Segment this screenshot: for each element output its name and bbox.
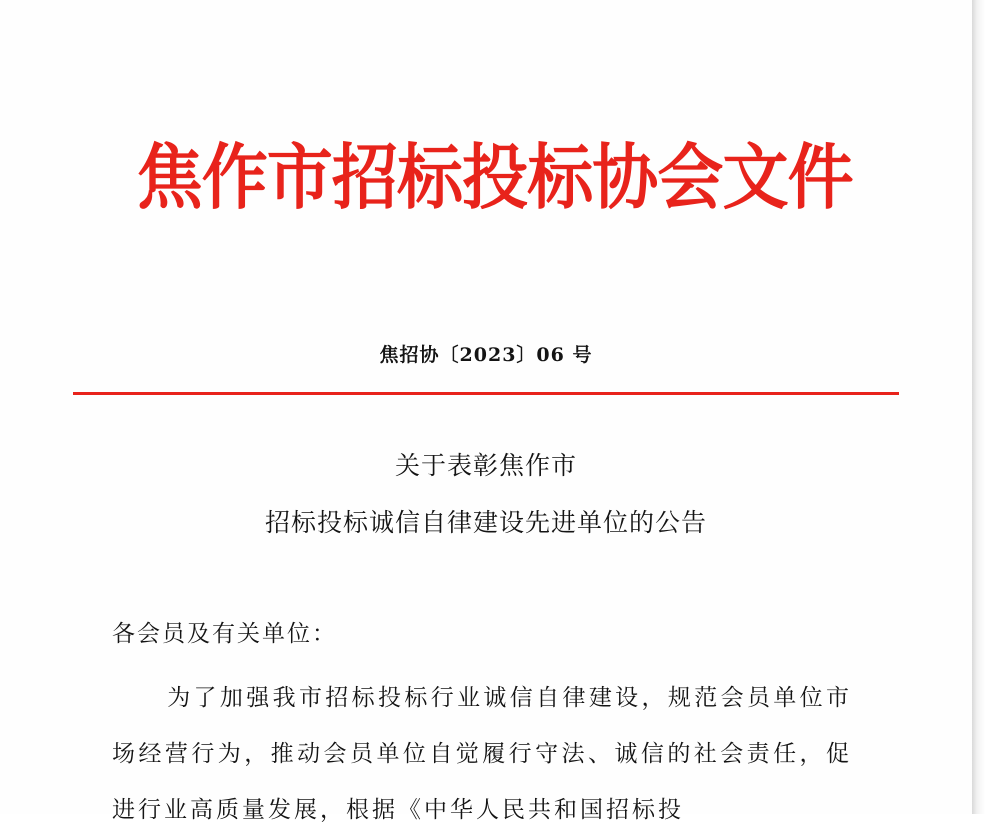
notice-title-line-1: 关于表彰焦作市 (394, 451, 577, 480)
salutation: 各会员及有关单位： (112, 621, 337, 647)
page-edge-shadow (972, 0, 985, 814)
body-paragraph: 为了加强我市招标投标行业诚信自律建设，规范会员单位市场经营行为，推动会员单位自觉履行守法、诚信的社会责任，促进行业高质量发展，根据《中华人民共和国招标投 (112, 685, 852, 823)
document-number: 焦招协〔2023〕06 号 (379, 344, 593, 366)
notice-title-line-2: 招标投标诚信自律建设先进单位的公告 (264, 508, 707, 537)
masthead-title: 焦作市招标投标协会文件 (136, 136, 853, 219)
red-divider-line (73, 392, 899, 395)
